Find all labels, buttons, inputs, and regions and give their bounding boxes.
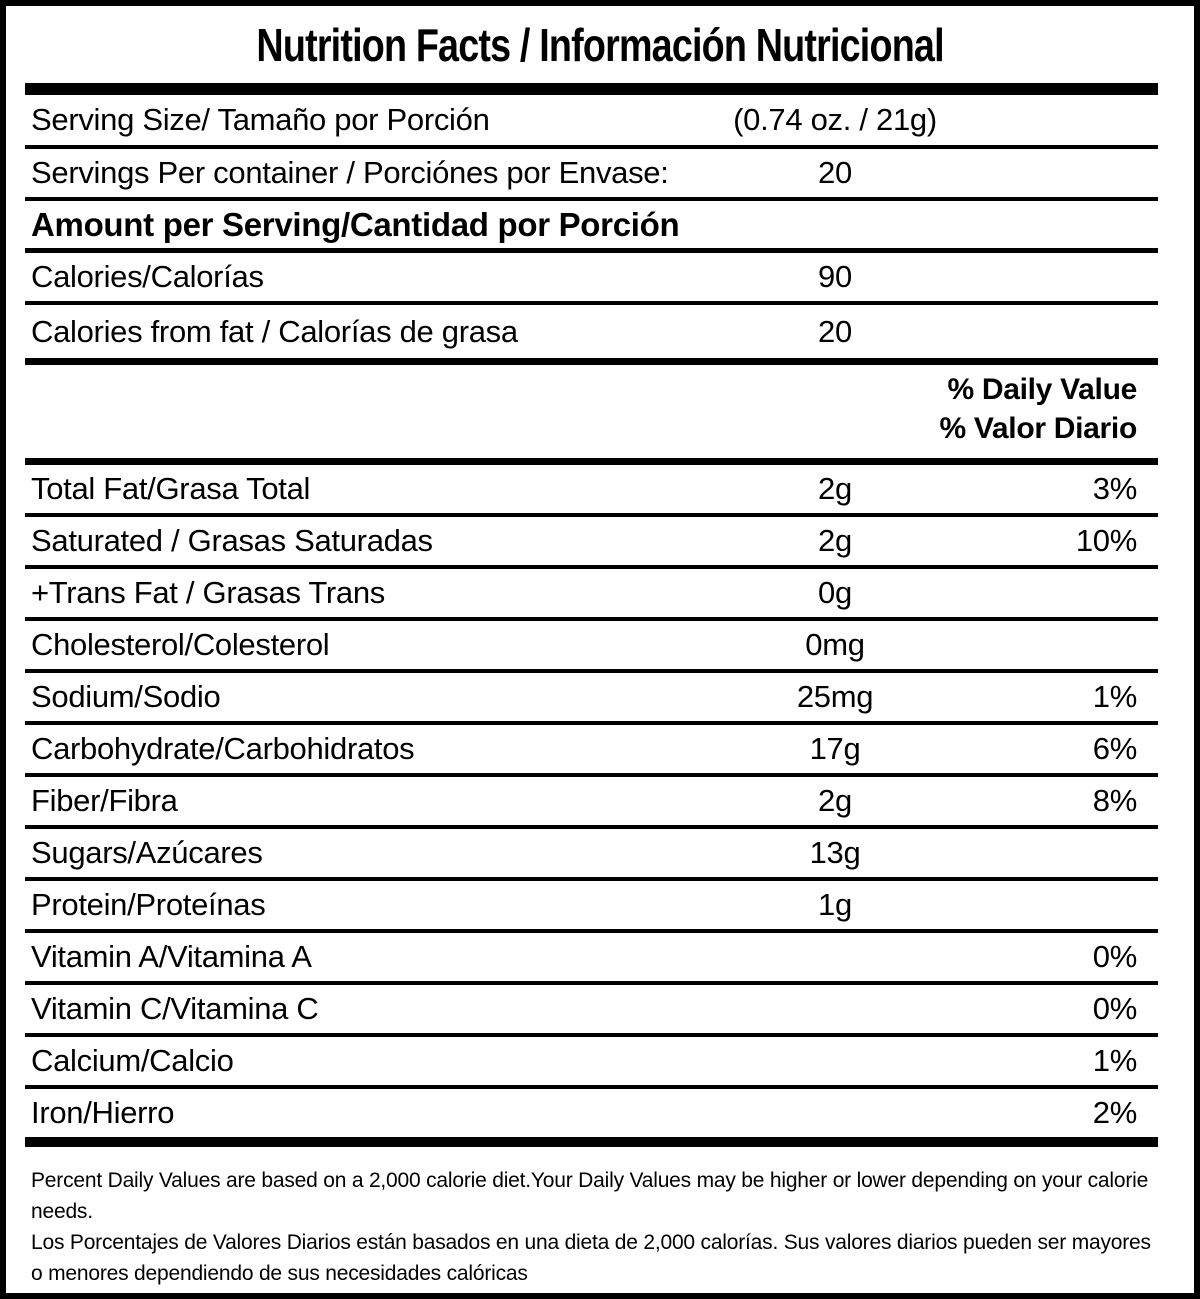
nutrient-table <box>6 465 1194 1147</box>
nutrient-amount: 25mg <box>796 679 874 714</box>
nutrient-amount: 2g <box>818 523 852 558</box>
footnote-section <box>6 1147 1194 1289</box>
title-divider-bar <box>25 83 1158 95</box>
serving-size-label: Serving Size/ Tamaño por Porción <box>31 102 490 137</box>
nutrient-row <box>25 985 1158 1037</box>
nutrient-row <box>25 1089 1158 1147</box>
nutrient-row <box>25 465 1158 517</box>
nutrient-row <box>25 621 1158 673</box>
nutrient-amount: 13g <box>809 835 861 870</box>
nutrient-label: Sodium/Sodio <box>31 679 221 714</box>
nutrient-label: Calcium/Calcio <box>31 1043 234 1078</box>
nutrient-amount: 2g <box>818 471 852 506</box>
calories-row <box>25 253 1158 305</box>
servings-per-container-label: Servings Per container / Porciónes por Envase: <box>31 155 669 190</box>
nutrient-label: Cholesterol/Colesterol <box>31 627 330 662</box>
nutrient-label: Saturated / Grasas Saturadas <box>31 523 433 558</box>
nutrient-row <box>25 517 1158 569</box>
nutrient-daily-value-percent: 0% <box>1092 939 1137 974</box>
daily-value-header-en: % Daily Value <box>947 373 1137 407</box>
nutrient-daily-value-percent: 8% <box>1092 783 1137 818</box>
nutrient-daily-value-percent: 10% <box>1075 523 1137 558</box>
nutrient-daily-value-percent: 3% <box>1092 471 1137 506</box>
nutrient-row <box>25 725 1158 777</box>
nutrient-row <box>25 881 1158 933</box>
label-title: Nutrition Facts / Información Nutricional <box>256 18 944 71</box>
amount-per-serving-header <box>25 201 1158 253</box>
nutrient-amount: 0mg <box>805 627 865 662</box>
amount-per-serving-label: Amount per Serving/Cantidad por Porción <box>31 205 680 243</box>
daily-value-header-es: % Valor Diario <box>939 411 1137 445</box>
nutrient-daily-value-percent: 1% <box>1092 679 1137 714</box>
nutrient-label: Iron/Hierro <box>31 1095 175 1130</box>
serving-size-value: (0.74 oz. / 21g) <box>733 102 937 137</box>
nutrient-daily-value-percent: 6% <box>1092 731 1137 766</box>
nutrient-row <box>25 777 1158 829</box>
nutrient-amount: 1g <box>818 887 852 922</box>
nutrient-daily-value-percent: 2% <box>1092 1095 1137 1130</box>
servings-per-container-row <box>25 149 1158 201</box>
nutrient-label: Protein/Proteínas <box>31 887 266 922</box>
nutrient-daily-value-percent: 1% <box>1092 1043 1137 1078</box>
title-bar <box>6 6 1194 83</box>
nutrient-row <box>25 673 1158 725</box>
nutrient-label: Vitamin A/Vitamina A <box>31 939 312 974</box>
footnote-english: Percent Daily Values are based on a 2,000 calorie diet.Your Daily Values may be higher or lower depending on your calorie needs. <box>31 1169 1149 1223</box>
calories-from-fat-row <box>25 305 1158 365</box>
nutrient-daily-value-percent: 0% <box>1092 991 1137 1026</box>
nutrient-amount: 0g <box>818 575 852 610</box>
nutrient-row <box>25 569 1158 621</box>
daily-value-header-block <box>25 365 1158 465</box>
nutrient-amount: 17g <box>809 731 861 766</box>
nutrient-label: +Trans Fat / Grasas Trans <box>31 575 385 610</box>
calories-from-fat-value: 20 <box>818 313 852 349</box>
serving-size-row <box>25 95 1158 149</box>
nutrient-label: Total Fat/Grasa Total <box>31 471 311 506</box>
nutrient-row <box>25 1037 1158 1089</box>
nutrient-label: Vitamin C/Vitamina C <box>31 991 319 1026</box>
calories-label: Calories/Calorías <box>31 259 264 294</box>
footnote-spanish: Los Porcentajes de Valores Diarios están basados en una dieta de 2,000 calorías. Sus valores diarios pueden ser mayores o menores dependiendo de sus necesidades calóricas <box>31 1231 1151 1285</box>
calories-from-fat-label: Calories from fat / Calorías de grasa <box>31 313 518 349</box>
nutrient-label: Sugars/Azúcares <box>31 835 263 870</box>
nutrient-row <box>25 933 1158 985</box>
servings-per-container-value: 20 <box>818 155 852 190</box>
nutrient-row <box>25 829 1158 881</box>
nutrient-amount: 2g <box>818 783 852 818</box>
nutrient-label: Fiber/Fibra <box>31 783 178 818</box>
nutrient-label: Carbohydrate/Carbohidratos <box>31 731 415 766</box>
calories-value: 90 <box>818 259 852 294</box>
